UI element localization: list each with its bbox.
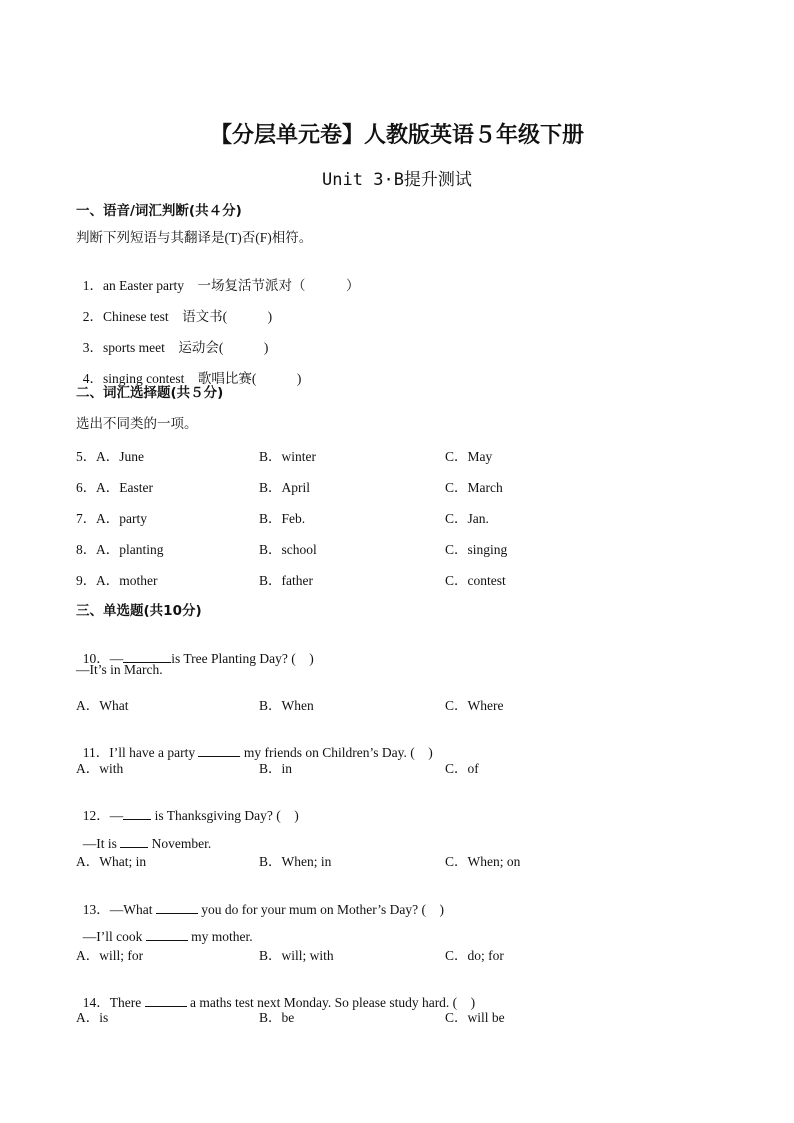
option-a: A．will; for bbox=[76, 948, 144, 963]
options-14 bbox=[0, 1006, 794, 1024]
question-suffix: my friends on Children’s Day. ( ) bbox=[240, 745, 433, 760]
question-suffix: a maths test next Monday. So please study hard. ( ) bbox=[186, 995, 476, 1010]
option-a: A．with bbox=[76, 761, 124, 776]
answer-prefix: —I’ll cook bbox=[82, 929, 146, 944]
option-c: C．When; on bbox=[445, 854, 521, 869]
question-text: sports meet 运动会( ) bbox=[103, 340, 269, 355]
option-a: A．is bbox=[76, 1010, 109, 1025]
answer-suffix: my mother. bbox=[187, 929, 253, 944]
question-number: 6． bbox=[76, 480, 97, 495]
question-number: 7． bbox=[76, 511, 97, 526]
question-prefix: 14．There bbox=[82, 995, 145, 1010]
question-number: 9． bbox=[76, 573, 97, 588]
question-number: 1． bbox=[82, 278, 103, 293]
options-12 bbox=[0, 850, 794, 868]
question-prefix: 13．—What bbox=[82, 902, 156, 917]
question-number: 8． bbox=[76, 542, 97, 557]
question-suffix: you do for your mum on Mother’s Day? ( ) bbox=[197, 902, 444, 917]
dialogue-answer-13 bbox=[76, 912, 253, 945]
option-a: A．What bbox=[76, 698, 129, 713]
options-11 bbox=[0, 757, 794, 775]
options-10 bbox=[0, 694, 794, 712]
section-instruction-2: 选出不同类的一项。 bbox=[76, 416, 198, 431]
option-b: B．When; in bbox=[259, 854, 332, 869]
question-prefix: 10．— bbox=[82, 651, 124, 666]
option-c: C．do; for bbox=[445, 948, 504, 963]
answer-blank bbox=[146, 928, 188, 941]
option-b: B．winter bbox=[259, 449, 316, 464]
option-c: C．of bbox=[445, 761, 479, 776]
option-c: C．Where bbox=[445, 698, 504, 713]
question-6 bbox=[0, 476, 794, 494]
question-suffix: is Tree Planting Day? ( ) bbox=[171, 651, 314, 666]
question-text: Chinese test 语文书( ) bbox=[103, 309, 273, 324]
question-number: 2． bbox=[82, 309, 103, 324]
option-a: A．planting bbox=[96, 542, 164, 557]
option-b: B．father bbox=[259, 573, 313, 588]
answer-blank bbox=[198, 744, 240, 757]
answer-prefix: —It is bbox=[82, 836, 121, 851]
page-subtitle: Unit 3·B提升测试 bbox=[322, 170, 472, 190]
question-9 bbox=[0, 569, 794, 587]
option-b: B．will; with bbox=[259, 948, 334, 963]
question-text: singing contest 歌唱比赛( ) bbox=[103, 371, 302, 386]
option-c: C．May bbox=[445, 449, 493, 464]
section-heading-2: 二、词汇选择题(共５分) bbox=[76, 385, 224, 401]
page-title: 【分层单元卷】人教版英语５年级下册 bbox=[209, 123, 584, 148]
option-b: B．school bbox=[259, 542, 317, 557]
option-a: A．What; in bbox=[76, 854, 147, 869]
option-a: A．Easter bbox=[96, 480, 153, 495]
dialogue-answer-12 bbox=[76, 819, 211, 852]
option-c: C．March bbox=[445, 480, 503, 495]
option-c: C．Jan. bbox=[445, 511, 489, 526]
option-b: B．April bbox=[259, 480, 311, 495]
option-b: B．be bbox=[259, 1010, 295, 1025]
option-c: C．singing bbox=[445, 542, 508, 557]
option-a: A．mother bbox=[96, 573, 158, 588]
answer-suffix: November. bbox=[148, 836, 212, 851]
option-c: C．will be bbox=[445, 1010, 505, 1025]
question-number: 5． bbox=[76, 449, 97, 464]
section-instruction-1: 判断下列短语与其翻译是(T)否(F)相符。 bbox=[76, 230, 313, 245]
question-number: 3． bbox=[82, 340, 103, 355]
question-text: an Easter party 一场复活节派对（ ） bbox=[103, 278, 360, 293]
option-b: B．When bbox=[259, 698, 314, 713]
question-7 bbox=[0, 507, 794, 525]
question-8 bbox=[0, 538, 794, 556]
question-11 bbox=[76, 725, 433, 761]
question-prefix: 12．— bbox=[82, 808, 124, 823]
option-a: A．party bbox=[96, 511, 147, 526]
dialogue-answer-10: —It’s in March. bbox=[76, 662, 163, 677]
options-13 bbox=[0, 944, 794, 962]
question-prefix: 11．I’ll have a party bbox=[82, 745, 199, 760]
section-heading-1: 一、语音/词汇判断(共４分) bbox=[76, 203, 242, 219]
section-heading-3: 三、单选题(共10分) bbox=[76, 603, 202, 619]
option-a: A．June bbox=[96, 449, 144, 464]
question-number: 4． bbox=[82, 371, 103, 386]
question-5 bbox=[0, 445, 794, 463]
option-c: C．contest bbox=[445, 573, 506, 588]
answer-blank bbox=[120, 835, 148, 848]
option-b: B．Feb. bbox=[259, 511, 306, 526]
option-b: B．in bbox=[259, 761, 293, 776]
question-suffix: is Thanksgiving Day? ( ) bbox=[151, 808, 299, 823]
